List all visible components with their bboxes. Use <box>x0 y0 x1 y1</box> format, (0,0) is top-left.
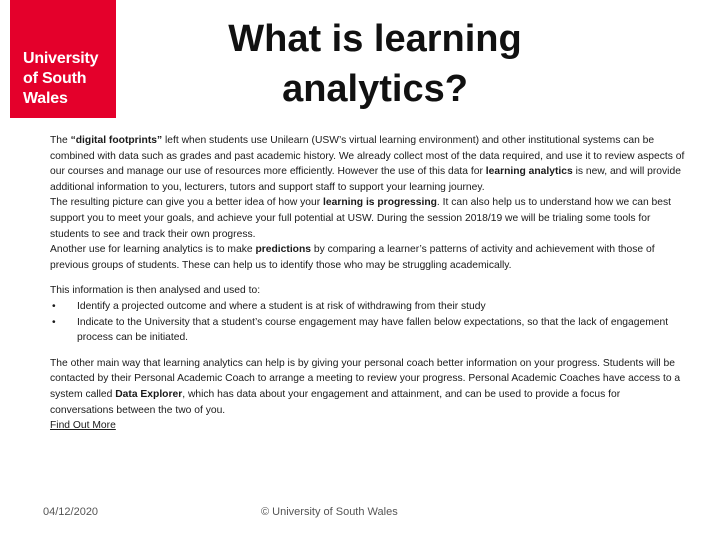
text: The resulting picture can give you a better idea of how your <box>50 197 324 209</box>
text: left when students use Unilearn (USW’s virtual learning environment) and other institutional systems can be combined with data such as grades and past academic history. We already collect most of the data required, and use it to review aspects of our courses and manage our use of resources more efficiently. However the use of this data for <box>50 135 685 178</box>
footer-date: 04/12/2020 <box>43 506 99 518</box>
university-logo <box>10 0 116 118</box>
footer-copyright: © University of South Wales <box>261 506 398 518</box>
paragraph-progress <box>50 195 686 242</box>
text: Another use for learning analytics is to make <box>50 244 256 256</box>
bullet-marker: • <box>52 316 56 328</box>
bold-text: predictions <box>255 244 311 256</box>
bold-text: “digital footprints” <box>70 135 163 146</box>
logo-line-2: of South <box>23 70 87 87</box>
text: The <box>50 135 71 146</box>
text: , which has data about your engagement and attainment, and can be used to provide a focus for conversations between the two of you. <box>50 388 621 416</box>
bold-text: Data Explorer <box>115 388 183 400</box>
text: is new, and will provide additional information to you, lecturers, tutors and support staff to support your learning journey. <box>50 166 681 193</box>
logo-line-3: Wales <box>23 90 68 107</box>
text: by comparing a learner’s patterns of activity and achievement with those of previous groups of students. These can help us to identify those who may be struggling academically. <box>50 244 655 271</box>
bullet-text: Indicate to the University that a student’s course engagement may have fallen below expectations, so that the lack of engagement process can be initiated. <box>77 316 669 344</box>
paragraph-personal-coach <box>50 356 686 418</box>
text: The other main way that learning analytics can help is by giving your personal coach better information on your progress. Students will be contacted by their Personal Academic Coach to arrange a meeting to review your progress. Personal Academic Coaches have access to a system called <box>50 357 681 400</box>
list-item <box>50 315 686 346</box>
bold-text: learning analytics <box>485 166 573 178</box>
bullet-marker: • <box>52 300 56 312</box>
text: . It can also help us to understand how we can best support you to meet your goals, and achieve your full potential at USW. During the session 2018/19 we will be trialing some tools for students to see and track their own progress. <box>50 197 672 240</box>
title-line-1: What is learning <box>228 18 522 60</box>
paragraph-analysed-intro: This information is then analysed and used to: <box>50 285 261 297</box>
list-item <box>50 299 686 315</box>
paragraph-predictions <box>50 242 686 273</box>
find-out-more-link[interactable]: Find Out More <box>50 420 116 432</box>
bullet-text: Identify a projected outcome and where a student is at risk of withdrawing from their study <box>77 300 486 312</box>
slide-body <box>50 133 686 434</box>
paragraph-digital-footprints <box>50 133 686 195</box>
logo-line-1: University <box>23 50 99 67</box>
slide-title <box>200 14 550 114</box>
title-line-2: analytics? <box>282 68 468 110</box>
bold-text: learning is progressing <box>323 197 437 209</box>
